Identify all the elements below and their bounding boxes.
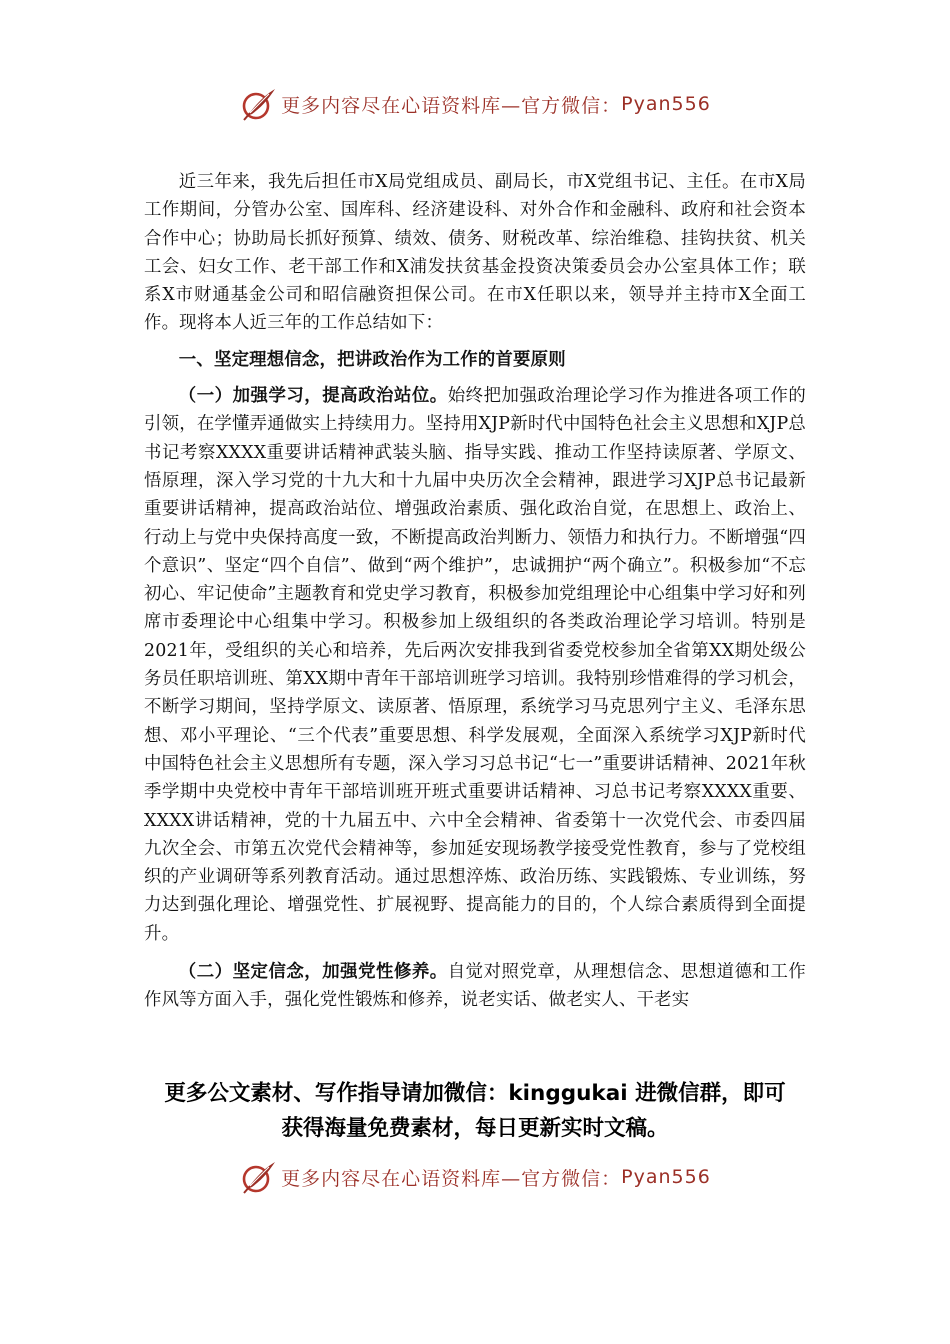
- section-heading: 一、坚定理想信念，把讲政治作为工作的首要原则: [178, 349, 566, 370]
- promo-notice: [0, 1076, 950, 1146]
- document-body: [144, 168, 806, 1015]
- subsection-1-title: （一）加强学习，提高政治站位。: [178, 386, 448, 407]
- watermark-wechat-id: Pyan556: [621, 93, 711, 115]
- watermark-text: 更多内容尽在心语资料库—官方微信：: [281, 94, 622, 117]
- subsection-2-paragraph: [144, 958, 806, 1015]
- subsection-2-title: （二）坚定信念，加强党性修养。: [178, 962, 448, 983]
- feather-quill-logo-icon: [239, 84, 279, 124]
- watermark-text: 更多内容尽在心语资料库—官方微信：: [281, 1167, 622, 1190]
- subsection-2-body: 自觉对照党章，从理想信念、思想道德和工作作风等方面入手，强化党性锻炼和修养，说老实话、做老实人、干老实: [144, 962, 806, 1011]
- promo-line-1: 更多公文素材、写作指导请加微信：kinggukai 进微信群，即可: [164, 1081, 786, 1106]
- footer-watermark: [0, 1155, 950, 1199]
- watermark-wechat-id: Pyan556: [621, 1166, 711, 1188]
- header-watermark: [0, 82, 950, 126]
- promo-line-2: 获得海量免费素材，每日更新实时文稿。: [281, 1116, 669, 1141]
- intro-paragraph: 近三年来，我先后担任市X局党组成员、副局长，市X党组书记、主任。在市X局工作期间，分管办公室、国库科、经济建设科、对外合作和金融科、政府和社会资本合作中心；协助局长抓好预算、绩效、债务、财税改革、综治维稳、挂钩扶贫、机关工会、妇女工作、老干部工作和X浦发扶贫基金投资决策委员会办公室具体工作；联系X市财通基金公司和昭信融资担保公司。在市X任职以来，领导并主持市X全面工作。现将本人近三年的工作总结如下：: [144, 172, 806, 334]
- subsection-1-paragraph: [144, 382, 806, 948]
- subsection-1-body: 始终把加强政治理论学习作为推进各项工作的引领，在学懂弄通做实上持续用力。坚持用XJP新时代中国特色社会主义思想和XJP总书记考察XXXX重要讲话精神武装头脑、指导实践、推动工作坚持读原著、学原文、悟原理，深入学习党的十九大和十九届中央历次全会精神，跟进学习XJP总书记最新重要讲话精神，提高政治站位、增强政治素质、强化政治自觉，在思想上、政治上、行动上与党中央保持高度一致，不断提高政治判断力、领悟力和执行力。不断增强“四个意识”、坚定“四个自信”、做到“两个维护”，忠诚拥护“两个确立”。积极参加“不忘初心、牢记使命”主题教育和党史学习教育，积极参加党组理论中心组集中学习好和列席市委理论中心组集中学习。积极参加上级组织的各类政治理论学习培训。特别是2021年，受组织的关心和培养，先后两次安排我到省委党校参加全省第XX期处级公务员任职培训班、第XX期中青年干部培训班学习培训。我特别珍惜难得的学习机会，不断学习期间，坚持学原文、读原著、悟原理，系统学习马克思列宁主义、毛泽东思想、邓小平理论、“三个代表”重要思想、科学发展观，全面深入系统学习XJP新时代中国特色社会主义思想所有专题，深入学习习总书记“七一”重要讲话精神、2021年秋季学期中央党校中青年干部培训班开班式重要讲话精神、习总书记考察XXXX重要、XXXX讲话精神，党的十九届五中、六中全会精神、省委第十一次党代会、市委四届九次全会、市第五次党代会精神等，参加延安现场教学接受党性教育，参与了党校组织的产业调研等系列教育活动。通过思想淬炼、政治历练、实践锻炼、专业训练，努力达到强化理论、增强党性、扩展视野、提高能力的目的，个人综合素质得到全面提升。: [144, 386, 806, 944]
- feather-quill-logo-icon: [239, 1157, 279, 1197]
